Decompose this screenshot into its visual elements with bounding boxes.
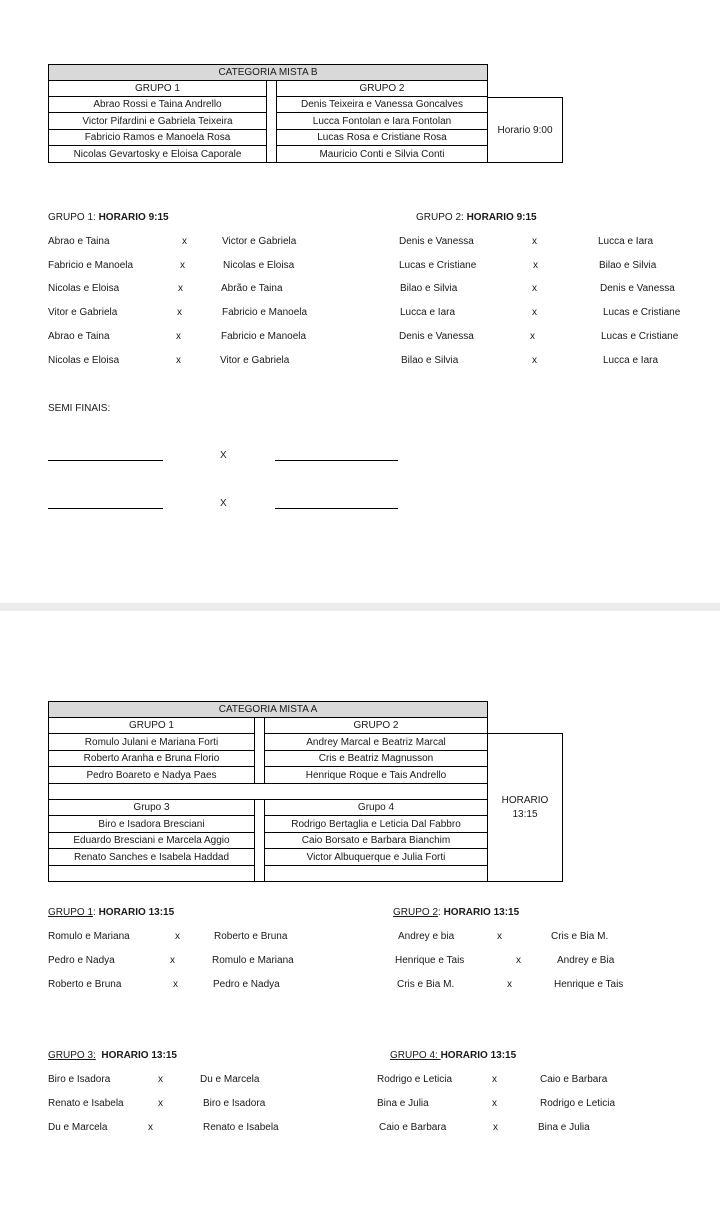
match-team-b: Lucas e Cristiane: [601, 331, 679, 342]
mista-a-g1-team: Roberto Aranha e Bruna Florio: [48, 750, 255, 767]
semi-vs: X: [220, 498, 227, 509]
mista-a-g3-team: Eduardo Bresciani e Marcela Aggio: [48, 832, 255, 849]
mista-b-grupo2-header: GRUPO 2: [276, 80, 488, 97]
match-vs: x: [532, 283, 537, 294]
match-team-b: Caio e Barbara: [540, 1074, 608, 1085]
match-vs: x: [497, 931, 502, 942]
match-vs: x: [492, 1074, 497, 1085]
match-team-a: Andrey e bia: [398, 931, 455, 942]
match-team-b: Lucca e Iara: [603, 355, 659, 366]
match-team-b: Henrique e Tais: [554, 979, 624, 990]
match-vs: x: [148, 1122, 153, 1133]
match-team-a: Bilao e Silvia: [401, 355, 459, 366]
match-team-b: Rodrigo e Leticia: [540, 1098, 616, 1109]
match-vs: x: [532, 236, 537, 247]
mista-a-g4-label: GRUPO 4:: [390, 1050, 441, 1061]
match-team-b: Abrão e Taina: [221, 283, 283, 294]
match-vs: x: [516, 955, 521, 966]
match-vs: x: [492, 1098, 497, 1109]
match-team-a: Henrique e Tais: [395, 955, 465, 966]
mista-b-g2-team: Lucas Rosa e Cristiane Rosa: [276, 129, 488, 146]
page-divider: [0, 603, 720, 611]
mista-a-g1-heading: [48, 907, 174, 918]
match-team-a: Roberto e Bruna: [48, 979, 122, 990]
table-spacer: [254, 717, 265, 784]
match-team-a: Biro e Isadora: [48, 1074, 111, 1085]
match-team-b: Bilao e Silvia: [599, 260, 657, 271]
horario-time: 13:15: [512, 808, 538, 820]
mista-a-g2-team: Cris e Beatriz Magnusson: [264, 750, 488, 767]
match-team-b: Roberto e Bruna: [214, 931, 288, 942]
mista-a-g2-label: GRUPO 2: [393, 907, 439, 918]
match-team-b: Lucca e Iara: [598, 236, 654, 247]
match-team-b: Andrey e Bia: [557, 955, 615, 966]
match-vs: x: [533, 260, 538, 271]
match-team-b: Vitor e Gabriela: [220, 355, 290, 366]
match-team-a: Denis e Vanessa: [399, 236, 474, 247]
match-team-b: Nicolas e Eloisa: [223, 260, 295, 271]
mista-a-g3-team: Renato Sanches e Isabela Haddad: [48, 848, 255, 866]
heading-sep: :: [93, 907, 99, 918]
table-spacer: [254, 799, 265, 882]
mista-a-g4-heading: [390, 1050, 516, 1061]
match-vs: x: [177, 307, 182, 318]
mista-a-g3-time: HORARIO 13:15: [101, 1050, 177, 1061]
match-team-b: Renato e Isabela: [203, 1122, 279, 1133]
mista-a-grupo2-header: GRUPO 2: [264, 717, 488, 734]
match-team-b: Fabricio e Manoela: [222, 307, 308, 318]
match-vs: x: [530, 331, 535, 342]
match-team-a: Vitor e Gabriela: [48, 307, 118, 318]
semi-slot-line: [275, 508, 398, 509]
match-team-a: Denis e Vanessa: [399, 331, 474, 342]
mista-b-title: CATEGORIA MISTA B: [48, 64, 488, 81]
table-blank-row: [48, 783, 488, 800]
mista-a-g1-time: HORARIO 13:15: [98, 907, 175, 918]
mista-a-g1-team: Romulo Julani e Mariana Forti: [48, 733, 255, 751]
match-team-b: Bina e Julia: [538, 1122, 590, 1133]
match-vs: x: [170, 955, 175, 966]
horario-label: HORARIO: [501, 794, 549, 806]
match-vs: x: [178, 283, 183, 294]
match-team-a: Lucca e Iara: [400, 307, 456, 318]
match-team-b: Lucas e Cristiane: [603, 307, 681, 318]
match-team-a: Du e Marcela: [48, 1122, 108, 1133]
match-team-a: Nicolas e Eloisa: [48, 355, 120, 366]
match-vs: x: [180, 260, 185, 271]
mista-b-g1-time: HORARIO 9:15: [98, 212, 169, 223]
mista-a-g3-label: GRUPO 3:: [48, 1050, 96, 1061]
mista-b-g2-team: Denis Teixeira e Vanessa Goncalves: [276, 96, 488, 113]
match-team-a: Nicolas e Eloisa: [48, 283, 120, 294]
mista-b-g2-team: Lucca Fontolan e Iara Fontolan: [276, 112, 488, 130]
mista-a-g2-team: Andrey Marcal e Beatriz Marcal: [264, 733, 488, 751]
mista-b-g1-team: Abrao Rossi e Taina Andrello: [48, 96, 267, 113]
mista-a-g2-team: Henrique Roque e Tais Andrello: [264, 766, 488, 784]
semi-slot-line: [48, 508, 163, 509]
table-spacer: [266, 80, 277, 163]
semi-slot-line: [48, 460, 163, 461]
mista-a-g1-label: GRUPO 1: [48, 907, 94, 918]
semi-finals-label: SEMI FINAIS:: [48, 403, 111, 414]
match-team-a: Pedro e Nadya: [48, 955, 115, 966]
match-team-a: Cris e Bia M.: [397, 979, 455, 990]
match-team-a: Lucas e Cristiane: [399, 260, 477, 271]
mista-b-g1-team: Victor Pifardini e Gabriela Teixeira: [48, 112, 267, 130]
page-mista-b: [0, 0, 720, 603]
page-mista-a: [0, 611, 720, 1230]
mista-a-g4-team: Victor Albuquerque e Julia Forti: [264, 848, 488, 866]
match-team-a: Renato e Isabela: [48, 1098, 124, 1109]
match-team-b: Du e Marcela: [200, 1074, 260, 1085]
match-vs: x: [532, 355, 537, 366]
semi-slot-line: [275, 460, 398, 461]
mista-a-g3-heading: [48, 1050, 177, 1061]
mista-a-g1-team: Pedro Boareto e Nadya Paes: [48, 766, 255, 784]
match-vs: x: [532, 307, 537, 318]
table-blank-cell: [48, 865, 255, 882]
heading-sep: :: [438, 907, 444, 918]
match-team-a: Abrao e Taina: [48, 331, 110, 342]
mista-a-horario: [487, 733, 563, 882]
match-team-a: Fabricio e Manoela: [48, 260, 134, 271]
match-vs: x: [176, 355, 181, 366]
mista-a-g2-heading: [393, 907, 519, 918]
match-vs: x: [158, 1098, 163, 1109]
match-team-b: Cris e Bia M.: [551, 931, 609, 942]
match-team-a: Romulo e Mariana: [48, 931, 130, 942]
match-team-b: Denis e Vanessa: [600, 283, 675, 294]
match-vs: x: [176, 331, 181, 342]
match-vs: x: [175, 931, 180, 942]
mista-b-grupo1-header: GRUPO 1: [48, 80, 267, 97]
mista-b-horario: Horario 9:00: [487, 97, 563, 163]
mista-b-g2-heading: [416, 212, 537, 223]
mista-a-title: CATEGORIA MISTA A: [48, 701, 488, 718]
match-team-a: Bina e Julia: [377, 1098, 429, 1109]
mista-b-g2-time: HORARIO 9:15: [466, 212, 537, 223]
mista-a-g4-time: HORARIO 13:15: [440, 1050, 517, 1061]
match-team-a: Bilao e Silvia: [400, 283, 458, 294]
match-team-b: Victor e Gabriela: [222, 236, 297, 247]
mista-b-g2-label: GRUPO 2:: [416, 212, 467, 223]
match-team-a: Rodrigo e Leticia: [377, 1074, 453, 1085]
match-team-b: Fabricio e Manoela: [221, 331, 307, 342]
match-vs: x: [507, 979, 512, 990]
mista-b-g1-team: Fabricio Ramos e Manoela Rosa: [48, 129, 267, 146]
match-team-b: Biro e Isadora: [203, 1098, 266, 1109]
match-team-b: Pedro e Nadya: [213, 979, 280, 990]
mista-a-grupo1-header: GRUPO 1: [48, 717, 255, 734]
match-team-b: Romulo e Mariana: [212, 955, 294, 966]
match-vs: x: [182, 236, 187, 247]
semi-vs: X: [220, 450, 227, 461]
mista-b-g1-team: Nicolas Gevartosky e Eloisa Caporale: [48, 145, 267, 163]
table-blank-cell: [264, 865, 488, 882]
mista-a-grupo4-header: Grupo 4: [264, 799, 488, 816]
mista-b-g1-heading: [48, 212, 169, 223]
mista-a-grupo3-header: Grupo 3: [48, 799, 255, 816]
mista-a-g4-team: Caio Borsato e Barbara Bianchim: [264, 832, 488, 849]
match-vs: x: [158, 1074, 163, 1085]
match-vs: x: [493, 1122, 498, 1133]
mista-a-g4-team: Rodrigo Bertaglia e Leticia Dal Fabbro: [264, 815, 488, 833]
mista-a-g3-team: Biro e Isadora Bresciani: [48, 815, 255, 833]
match-team-a: Caio e Barbara: [379, 1122, 447, 1133]
mista-b-g1-label: GRUPO 1:: [48, 212, 99, 223]
mista-a-g2-time: HORARIO 13:15: [443, 907, 520, 918]
match-vs: x: [173, 979, 178, 990]
match-team-a: Abrao e Taina: [48, 236, 110, 247]
mista-b-g2-team: Mauricio Conti e Silvia Conti: [276, 145, 488, 163]
